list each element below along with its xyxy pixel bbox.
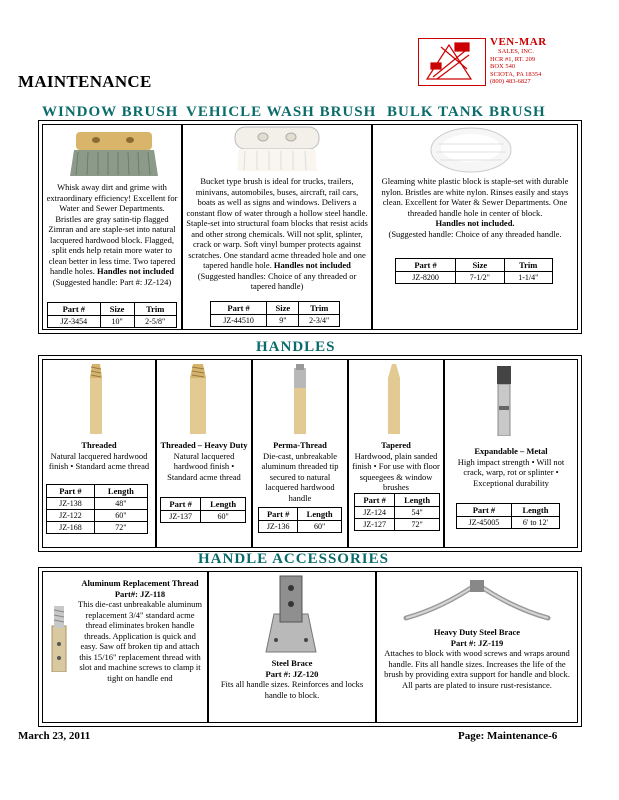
section-title-handles: HANDLES: [256, 339, 336, 355]
company-name: VEN-MAR: [490, 36, 547, 48]
accessory-title: Aluminum Replacement Thread: [81, 578, 199, 588]
handle-info: [46, 440, 152, 472]
section-title-handle-accessories: HANDLE ACCESSORIES: [198, 551, 389, 567]
vehicle-wash-table: Part # Size Trim JZ-44510 9" 2-3/4": [210, 301, 340, 327]
table-row: JZ-137 60": [161, 511, 246, 523]
vehicle-wash-brush-image: [233, 125, 321, 173]
vehicle-wash-description: Bucket type brush is ideal for trucks, trailers, minivans, automobiles, buses, aircraft, rail cars, boats as well as signs and windows. Delivers a constant flow of water through a hollow steel handle. Staple-set into structural foam blocks that resist acids and other strong chemicals. Will not split, splinter, crack or warp. Soft vinyl bumper protects against scratches. One standard acme threaded hole and one tapered handle hole. Handles not included (Suggested handles: Choice of any threaded or tapered handle): [186, 176, 368, 291]
table-row: JZ-168 72": [47, 522, 148, 534]
accessory-title: Heavy Duty Steel Brace: [433, 627, 521, 637]
bulk-tank-description: Gleaming white plastic block is staple-set with durable nylon. Bristles are white nylon. Rinses easily and stays clean. Excellent for Water & Sewer Departments. One threaded handle hole in center of block. Handles not included. (Suggested handle: Choice of any threaded handle.: [381, 176, 569, 239]
table-row: JZ-44510 9" 2-3/4": [211, 315, 340, 327]
vehicle-wash-handles-note: Handles not included: [273, 260, 351, 270]
company-line: HCR #1, RT. 209: [490, 55, 536, 63]
handle-description: Die-cast, unbreakable aluminum threaded tip secured to natural lacquered hardwood handle: [261, 450, 339, 503]
handle-info: [159, 440, 249, 482]
company-line: (800) 483-6827: [490, 78, 531, 85]
handle-table: Part # Length JZ-138 48" JZ-122 60" JZ-168 72": [46, 484, 148, 534]
accessory-part: Part #: JZ-120: [265, 668, 319, 679]
table-row: JZ-127 72": [355, 519, 440, 531]
aluminum-thread-image: [48, 604, 70, 672]
accessory-description: Attaches to block with wood screws and wraps around handle. Fits all handle sizes. Increases the life of the brush by providing extra support for handle and block. All parts are plated to insure rust-resistance.: [384, 648, 570, 690]
bulk-tank-table: Part # Size Trim JZ-8200 7-1/2" 1-1/4": [395, 258, 553, 284]
window-brush-image: [68, 128, 160, 180]
handle-description: High impact strength • Will not crack, warp, rot or splinter • Exceptional durability: [457, 456, 565, 488]
handle-title: Tapered: [381, 440, 411, 450]
logo-mark: [418, 38, 486, 86]
handle-table: Part # Length JZ-124 54" JZ-127 72": [354, 493, 440, 531]
handle-table: Part # Length JZ-45005 6' to 12': [456, 503, 560, 529]
bulk-tank-brush-image: [428, 124, 514, 174]
handle-table: Part # Length JZ-136 60": [258, 507, 342, 533]
window-brush-table: Part # Size Trim JZ-3454 10" 2-5/8": [47, 302, 177, 328]
tapered-handle-image: [384, 364, 404, 434]
section-title-vehicle-wash: VEHICLE WASH BRUSH: [186, 104, 377, 120]
handle-title: Threaded – Heavy Duty: [160, 440, 248, 450]
accessory-part: Part #: JZ-119: [450, 637, 504, 648]
bulk-tank-handles-note: Handles not included.: [435, 218, 515, 228]
company-line: SCIOTA, PA 18354: [490, 70, 542, 78]
accessory-part: Part#: JZ-118: [114, 588, 166, 599]
table-row: JZ-124 54": [355, 507, 440, 519]
handle-table: Part # Length JZ-137 60": [160, 497, 246, 523]
table-row: JZ-136 60": [259, 521, 342, 533]
window-brush-handles-note: Handles not included: [96, 266, 174, 276]
heavy-duty-brace-info: [380, 627, 574, 690]
section-title-window-brush: WINDOW BRUSH: [42, 104, 179, 120]
table-row: JZ-122 60": [47, 510, 148, 522]
table-row: JZ-3454 10" 2-5/8": [48, 316, 177, 328]
company-info: [490, 36, 547, 86]
handle-title: Expandable – Metal: [474, 446, 548, 456]
handle-description: Natural lacquered hardwood finish • Standard acme thread: [48, 450, 150, 471]
page-title: MAINTENANCE: [18, 72, 152, 91]
company-line: SALES, INC.: [498, 48, 534, 55]
handle-description: Natural lacquered hardwood finish • Standard acme thread: [167, 450, 241, 482]
accessory-title: Steel Brace: [271, 658, 313, 668]
expandable-handle-image: [494, 366, 514, 436]
company-line: BOX 540: [490, 63, 516, 70]
handle-info: [448, 446, 574, 488]
steel-brace-image: [256, 574, 326, 654]
section-title-bulk-tank: BULK TANK BRUSH: [387, 104, 546, 120]
handle-title: Perma-Thread: [273, 440, 327, 450]
heavy-duty-handle-image: [186, 364, 210, 434]
table-row: JZ-138 48": [47, 498, 148, 510]
handle-title: Threaded: [81, 440, 117, 450]
heavy-duty-brace-image: [402, 578, 552, 626]
handle-description: Hardwood, plain sanded finish • For use with floor squeegees & window brushes: [352, 450, 440, 492]
table-row: JZ-45005 6' to 12': [457, 517, 560, 529]
threaded-handle-image: [86, 364, 106, 434]
footer-date: March 23, 2011: [18, 730, 91, 742]
table-row: JZ-8200 7-1/2" 1-1/4": [396, 272, 553, 284]
handle-info: [255, 440, 345, 503]
window-brush-description: Whisk away dirt and grime with extraordinary efficiency! Excellent for Water and Sewer Departments. Bristles are gray satin-tip flagged Zimran and are staple-set into natural lacquered hardwood block. Flagged, split ends help retain more water to clean better in less time. Two tapered handle holes. Handles not included (Suggested handle: Part #: JZ-124): [46, 182, 178, 287]
footer-page: Page: Maintenance-6: [458, 730, 558, 742]
perma-thread-handle-image: [290, 364, 310, 434]
accessory-description: Fits all handle sizes. Reinforces and locks handle to block.: [220, 679, 364, 700]
aluminum-thread-info: [76, 578, 204, 683]
handle-info: [351, 440, 441, 493]
accessory-description: This die-cast unbreakable aluminum replacement 3/4" standard acme thread eliminates broken handle threads. Application is quick and easy. Saw off broken tip and attach this 15/16" replacement thread with slot and machine screws to clamp it tight on handle end: [78, 599, 202, 683]
steel-brace-info: [212, 658, 372, 700]
